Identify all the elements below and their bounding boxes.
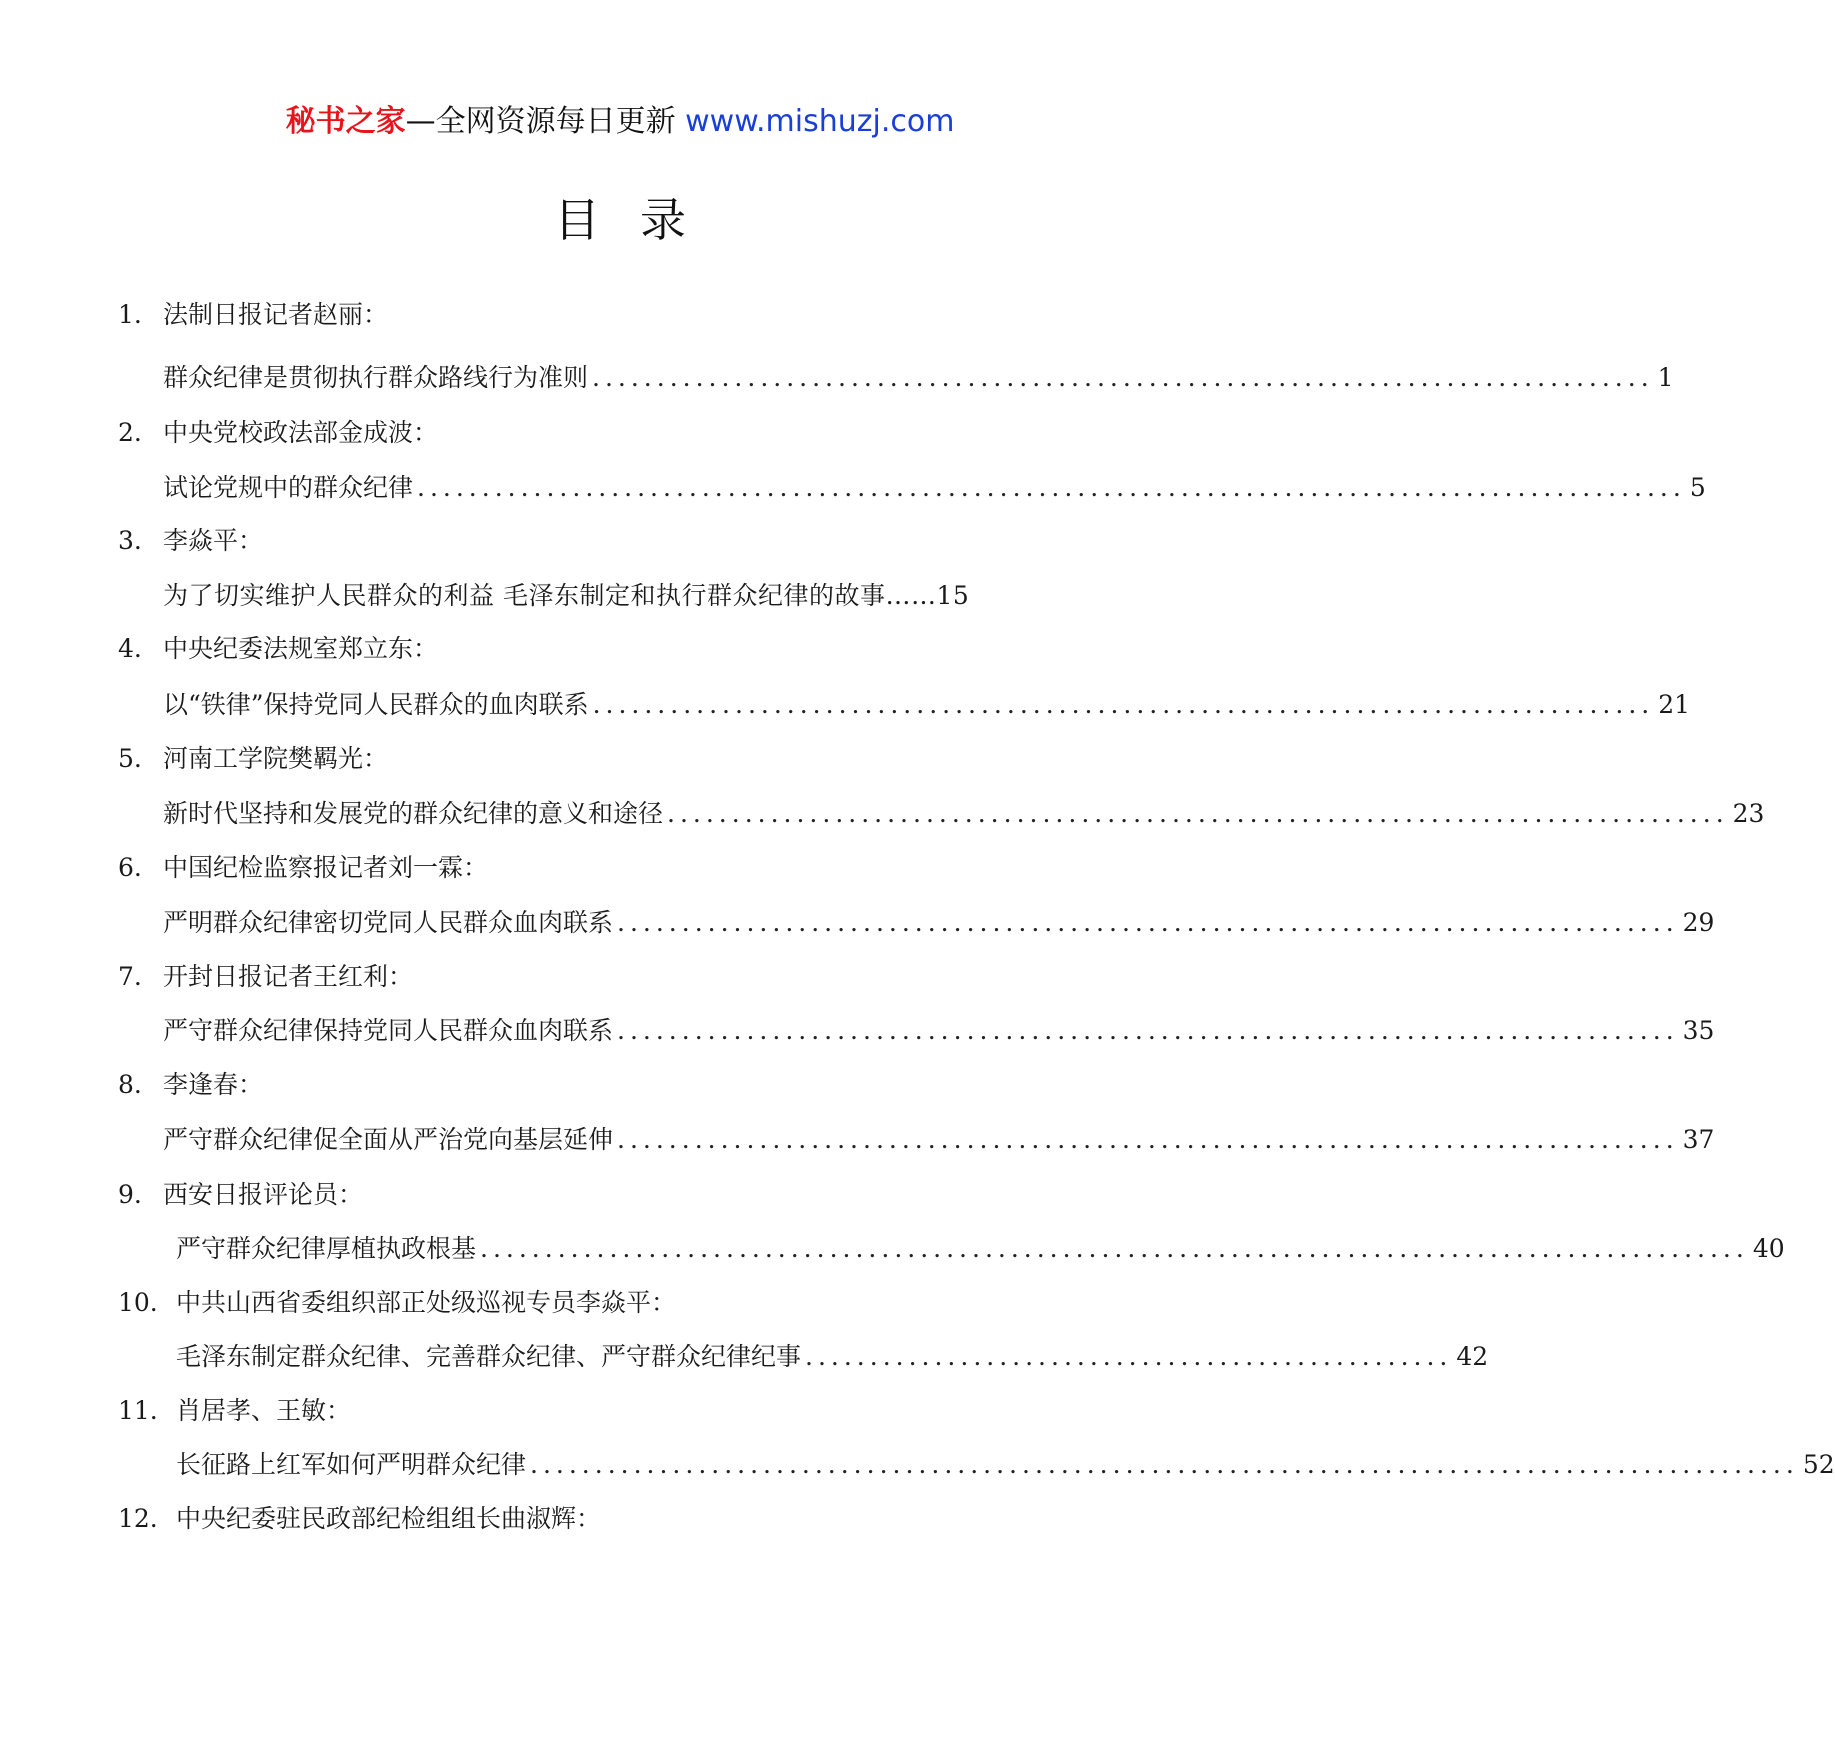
toc-item-author: 法制日报记者赵丽：	[163, 300, 389, 329]
toc-item-page: 52	[1802, 1450, 1835, 1479]
toc-item-title: 严守群众纪律保持党同人民群众血肉联系	[163, 1016, 614, 1045]
toc-item-number: 2.	[118, 418, 142, 447]
toc-item-author: 肖居孝、王敏：	[176, 1396, 352, 1425]
toc-item-title: 严守群众纪律促全面从严治党向基层延伸	[163, 1125, 614, 1154]
toc-item-title: 严明群众纪律密切党同人民群众血肉联系	[163, 908, 614, 937]
toc-item-8-author-row	[0, 1065, 1240, 1105]
dot-leader: ..................................................................................	[617, 1125, 1679, 1154]
toc-item-author: 中共山西省委组织部正处级巡视专员李焱平：	[176, 1288, 677, 1317]
dot-leader: ..................................................................................	[592, 690, 1655, 719]
toc-item-5-link[interactable]	[163, 794, 1765, 834]
toc-item-10-author-row	[0, 1283, 1240, 1323]
dot-leader: ..................................................................................................	[530, 1450, 1799, 1479]
toc-item-4-link[interactable]	[163, 685, 1691, 725]
toc-item-title: 新时代坚持和发展党的群众纪律的意义和途径	[163, 799, 664, 828]
toc-item-7-author-row	[0, 957, 1240, 997]
toc-item-page: 23	[1732, 799, 1765, 828]
toc-item-8-link[interactable]	[163, 1120, 1715, 1160]
dot-leader: ..................................................................................	[617, 908, 1679, 937]
toc-item-author: 李逢春：	[163, 1070, 264, 1099]
toc-item-number: 11.	[118, 1396, 158, 1425]
toc-item-1-link[interactable]	[163, 358, 1674, 398]
toc-item-number: 6.	[118, 853, 142, 882]
toc-item-number: 9.	[118, 1180, 142, 1209]
toc-item-2-link[interactable]	[163, 468, 1706, 508]
toc-item-page: 42	[1456, 1342, 1489, 1371]
toc-item-4-author-row	[0, 629, 1240, 669]
dot-leader: ..................................................................................................	[480, 1234, 1749, 1263]
toc-item-title: 毛泽东制定群众纪律、完善群众纪律、严守群众纪律纪事	[176, 1342, 802, 1371]
toc-item-author: 李焱平：	[163, 526, 264, 555]
toc-item-title: 严守群众纪律厚植执政根基	[176, 1234, 477, 1263]
site-banner	[0, 102, 1240, 142]
toc-item-page: 5	[1689, 473, 1706, 502]
toc-item-9-link[interactable]	[176, 1229, 1785, 1269]
page-title: 目录	[554, 193, 726, 247]
toc-item-number: 3.	[118, 526, 142, 555]
toc-item-author: 中央纪委法规室郑立东：	[163, 634, 439, 663]
site-name: 秘书之家	[285, 104, 406, 139]
toc-item-1-author-row	[0, 295, 1240, 335]
toc-item-title: 为了切实维护人民群众的利益 毛泽东制定和执行群众纪律的故事……15	[163, 581, 970, 610]
toc-item-9-author-row	[0, 1175, 1240, 1215]
toc-item-title: 以“铁律”保持党同人民群众的血肉联系	[163, 690, 589, 719]
dot-leader: ..................................................................................................	[417, 473, 1686, 502]
toc-item-page: 1	[1657, 363, 1674, 392]
toc-item-number: 10.	[118, 1288, 158, 1317]
toc-item-page: 21	[1658, 690, 1691, 719]
toc-item-author: 开封日报记者王红利：	[163, 962, 414, 991]
toc-item-11-author-row	[0, 1391, 1240, 1431]
dot-leader: ..................................................................................	[592, 363, 1654, 392]
toc-item-page: 29	[1682, 908, 1715, 937]
toc-item-2-author-row	[0, 413, 1240, 453]
toc-item-number: 4.	[118, 634, 142, 663]
toc-item-3-link[interactable]	[163, 576, 1123, 616]
toc-item-number: 8.	[118, 1070, 142, 1099]
toc-item-6-link[interactable]	[163, 903, 1715, 943]
toc-item-page: 35	[1682, 1016, 1715, 1045]
toc-item-number: 7.	[118, 962, 142, 991]
toc-item-author: 河南工学院樊羁光：	[163, 744, 389, 773]
toc-item-11-link[interactable]	[176, 1445, 1835, 1485]
toc-item-title: 试论党规中的群众纪律	[163, 473, 414, 502]
toc-item-7-link[interactable]	[163, 1011, 1715, 1051]
site-tagline: —全网资源每日更新	[405, 104, 676, 139]
toc-item-author: 西安日报评论员：	[163, 1180, 364, 1209]
toc-item-number: 12.	[118, 1504, 158, 1533]
dot-leader: ..................................................................................	[667, 799, 1729, 828]
dot-leader: ..................................................	[805, 1342, 1453, 1371]
toc-item-title: 长征路上红军如何严明群众纪律	[176, 1450, 527, 1479]
toc-item-12-author-row	[0, 1499, 1240, 1539]
toc-item-author: 中国纪检监察报记者刘一霖：	[163, 853, 489, 882]
toc-item-author: 中央党校政法部金成波：	[163, 418, 439, 447]
toc-item-10-link[interactable]	[176, 1337, 1489, 1377]
toc-item-author: 中央纪委驻民政部纪检组组长曲淑辉：	[176, 1504, 602, 1533]
toc-item-title: 群众纪律是贯彻执行群众路线行为准则	[163, 363, 589, 392]
toc-item-page: 40	[1752, 1234, 1785, 1263]
toc-item-page: 37	[1682, 1125, 1715, 1154]
toc-item-number: 5.	[118, 744, 142, 773]
site-url-link[interactable]: www.mishuzj.com	[685, 104, 955, 139]
toc-item-number: 1.	[118, 300, 142, 329]
toc-item-3-author-row	[0, 521, 1240, 561]
dot-leader: ..................................................................................	[617, 1016, 1679, 1045]
toc-item-6-author-row	[0, 848, 1240, 888]
toc-item-5-author-row	[0, 739, 1240, 779]
